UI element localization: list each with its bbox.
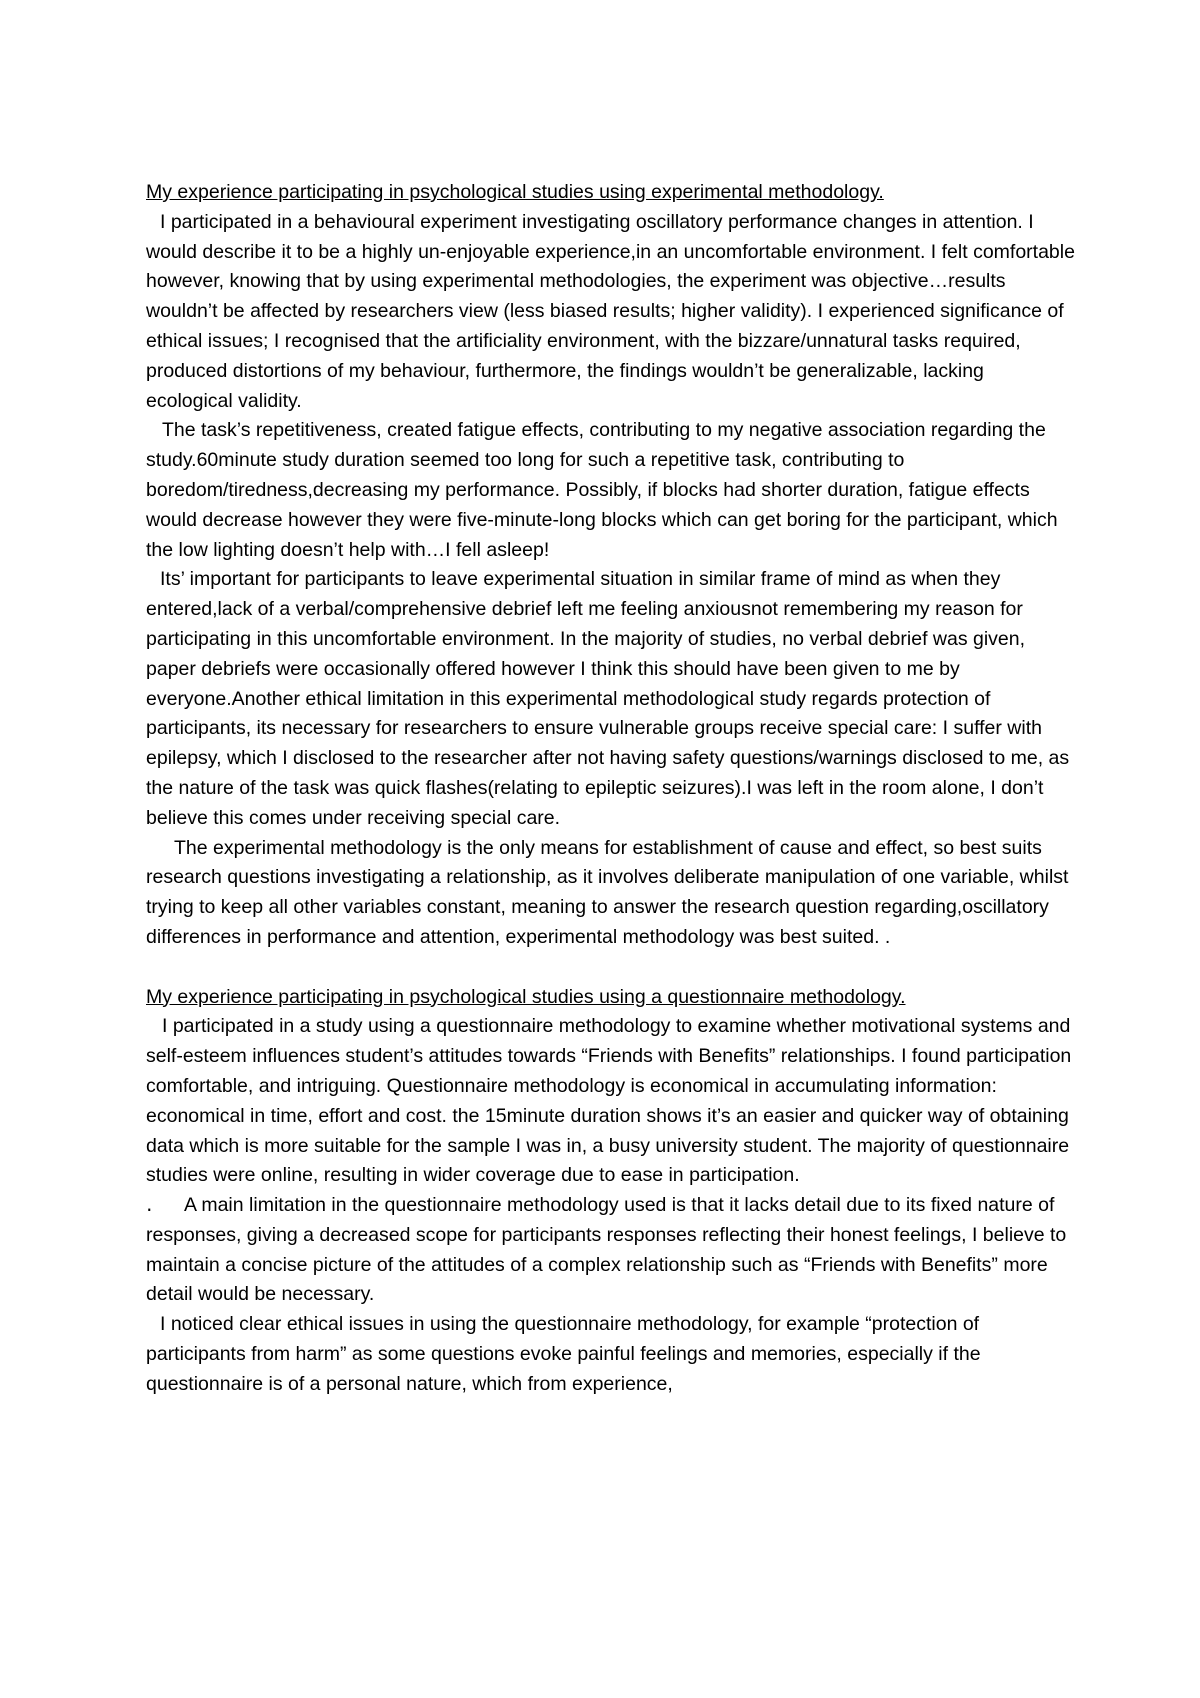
paragraph: I participated in a study using a questionnaire methodology to examine whether motivational systems and self-esteem influences student’s attitudes towards “Friends with Benefits” relationships. I found participation comfortable, and intriguing. Questionnaire methodology is economical in accumulating information: economical in time, effort and cost. the 15minute duration shows it’s an easier and quicker way of obtaining data which is more suitable for the sample I was in, a busy university student. The majority of questionnaire studies were online, resulting in wider coverage due to ease in participation. (146, 1015, 1072, 1187)
paragraph: The experimental methodology is the only means for establishment of cause and effect, so best suits research questions investigating a relationship, as it involves deliberate manipulation of one variable, whilst trying to keep all other variables constant, meaning to answer the research question regarding,oscillatory differences in performance and attention, experimental methodology was best suited. . (146, 836, 1069, 948)
paragraph-with-bullet (146, 1191, 1076, 1310)
paragraph: I noticed clear ethical issues in using the questionnaire methodology, for example “protection of participants from harm” as some questions evoke painful feelings and memories, especially if the questionnaire is of a personal nature, which from experience, (146, 1313, 981, 1395)
section-heading-questionnaire: My experience participating in psychological studies using a questionnaire methodology. (146, 985, 906, 1008)
paragraph-spacer (146, 953, 1076, 983)
paragraph: I participated in a behavioural experiment investigating oscillatory performance changes in attention. I would describe it to be a highly un-enjoyable experience,in an uncomfortable environment. I felt comfortable however, knowing that by using experimental methodologies, the experiment was objective…results wouldn’t be affected by researchers view (less biased results; higher validity). I experienced significance of ethical issues; I recognised that the artificiality environment, with the bizzare/unnatural tasks required, produced distortions of my behaviour, furthermore, the findings wouldn’t be generalizable, lacking ecological validity. (146, 210, 1075, 412)
paragraph: Its’ important for participants to leave experimental situation in similar frame of mind as when they entered,lack of a verbal/comprehensive debrief left me feeling anxiousnot remembering my reason for participating in this uncomfortable environment. In the majority of studies, no verbal debrief was given, paper debriefs were occasionally offered however I think this should have been given to me by everyone.Another ethical limitation in this experimental methodological study regards protection of participants, its necessary for researchers to ensure vulnerable groups receive special care: I suffer with epilepsy, which I disclosed to the researcher after not having safety questions/warnings disclosed to me, as the nature of the task was quick flashes(relating to epileptic seizures).I was left in the room alone, I don’t believe this comes under receiving special care. (146, 568, 1070, 829)
document-page (146, 178, 1076, 1400)
paragraph-text: A main limitation in the questionnaire methodology used is that it lacks detail due to its fixed nature of responses, giving a decreased scope for participants responses reflecting their honest feelings, I believe to maintain a concise picture of the attitudes of a complex relationship such as “Friends with Benefits” more detail would be necessary. (146, 1194, 1067, 1306)
paragraph: The task’s repetitiveness, created fatigue effects, contributing to my negative association regarding the study.60minute study duration seemed too long for such a repetitive task, contributing to boredom/tiredness,decreasing my performance. Possibly, if blocks had shorter duration, fatigue effects would decrease however they were five-minute-long blocks which can get boring for the participant, which the low lighting doesn’t help with…I fell asleep! (146, 419, 1058, 561)
bullet-marker-icon: ․ (146, 1194, 153, 1217)
section-heading-experimental: My experience participating in psychological studies using experimental methodology. (146, 181, 884, 203)
